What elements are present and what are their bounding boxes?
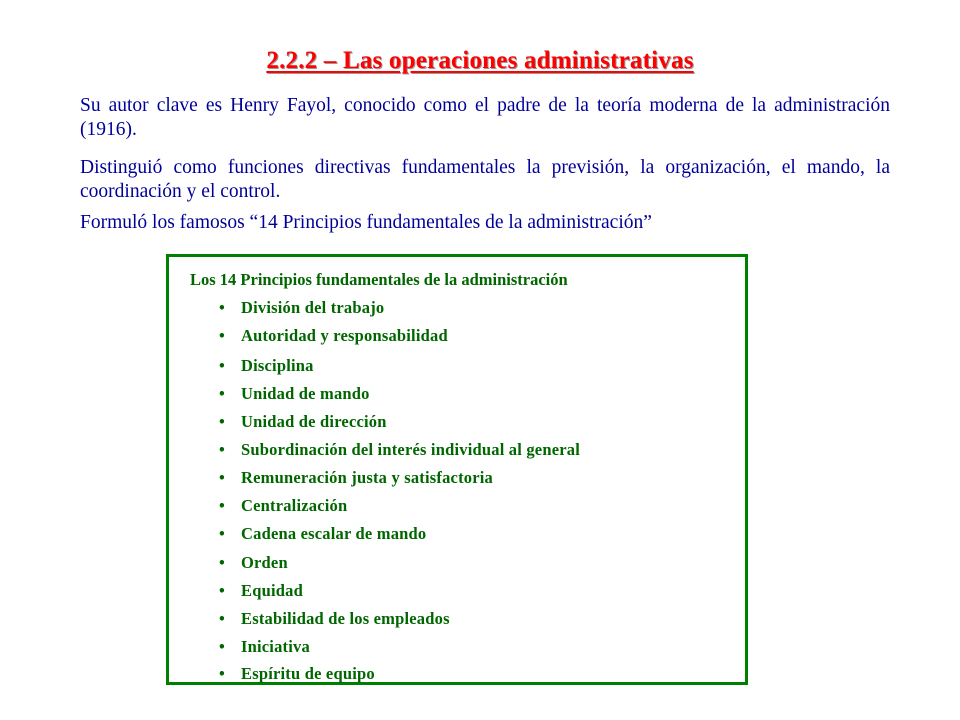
bullet-icon: • [219, 496, 225, 515]
principle-label: Remuneración justa y satisfactoria [241, 468, 493, 487]
bullet-icon: • [219, 581, 225, 600]
principle-label: Disciplina [241, 356, 314, 375]
principle-item [219, 552, 288, 574]
principle-item [219, 608, 450, 630]
bullet-icon: • [219, 440, 225, 459]
paragraph-functions: Distinguió como funciones directivas fundamentales la previsión, la organización, el mando, la coordinación y el control. [80, 157, 890, 202]
principle-label: División del trabajo [241, 298, 385, 317]
bullet-icon: • [219, 298, 225, 317]
bullet-icon: • [219, 609, 225, 628]
principle-item [219, 297, 385, 319]
principle-item [219, 523, 427, 545]
principle-label: Espíritu de equipo [241, 664, 375, 683]
slide-title: 2.2.2 – Las operaciones administrativas [266, 47, 694, 74]
principle-item [219, 467, 493, 489]
bullet-icon: • [219, 412, 225, 431]
principles-box-title: Los 14 Principios fundamentales de la administración [190, 270, 568, 289]
bullet-icon: • [219, 326, 225, 345]
principle-label: Autoridad y responsabilidad [241, 326, 448, 345]
bullet-icon: • [219, 553, 225, 572]
bullet-icon: • [219, 384, 225, 403]
principle-item [219, 580, 303, 602]
principle-item [219, 325, 448, 347]
principle-label: Orden [241, 553, 288, 572]
principle-label: Subordinación del interés individual al general [241, 440, 580, 459]
principle-label: Unidad de dirección [241, 412, 387, 431]
principle-item [219, 663, 375, 685]
bullet-icon: • [219, 468, 225, 487]
bullet-icon: • [219, 356, 225, 375]
paragraph-author: Su autor clave es Henry Fayol, conocido como el padre de la teoría moderna de la administración (1916). [80, 95, 890, 140]
principle-label: Cadena escalar de mando [241, 524, 427, 543]
principle-item [219, 411, 387, 433]
principle-label: Unidad de mando [241, 384, 370, 403]
principle-label: Equidad [241, 581, 303, 600]
principle-item [219, 355, 314, 377]
principle-label: Centralización [241, 496, 348, 515]
principle-label: Estabilidad de los empleados [241, 609, 450, 628]
principle-item [219, 495, 348, 517]
bullet-icon: • [219, 637, 225, 656]
bullet-icon: • [219, 664, 225, 683]
bullet-icon: • [219, 524, 225, 543]
paragraph-principles-intro: Formuló los famosos “14 Principios fundamentales de la administración” [80, 212, 652, 233]
principle-item [219, 439, 580, 461]
principle-item [219, 383, 370, 405]
principles-box [166, 254, 748, 685]
principle-label: Iniciativa [241, 637, 310, 656]
principle-item [219, 636, 310, 658]
